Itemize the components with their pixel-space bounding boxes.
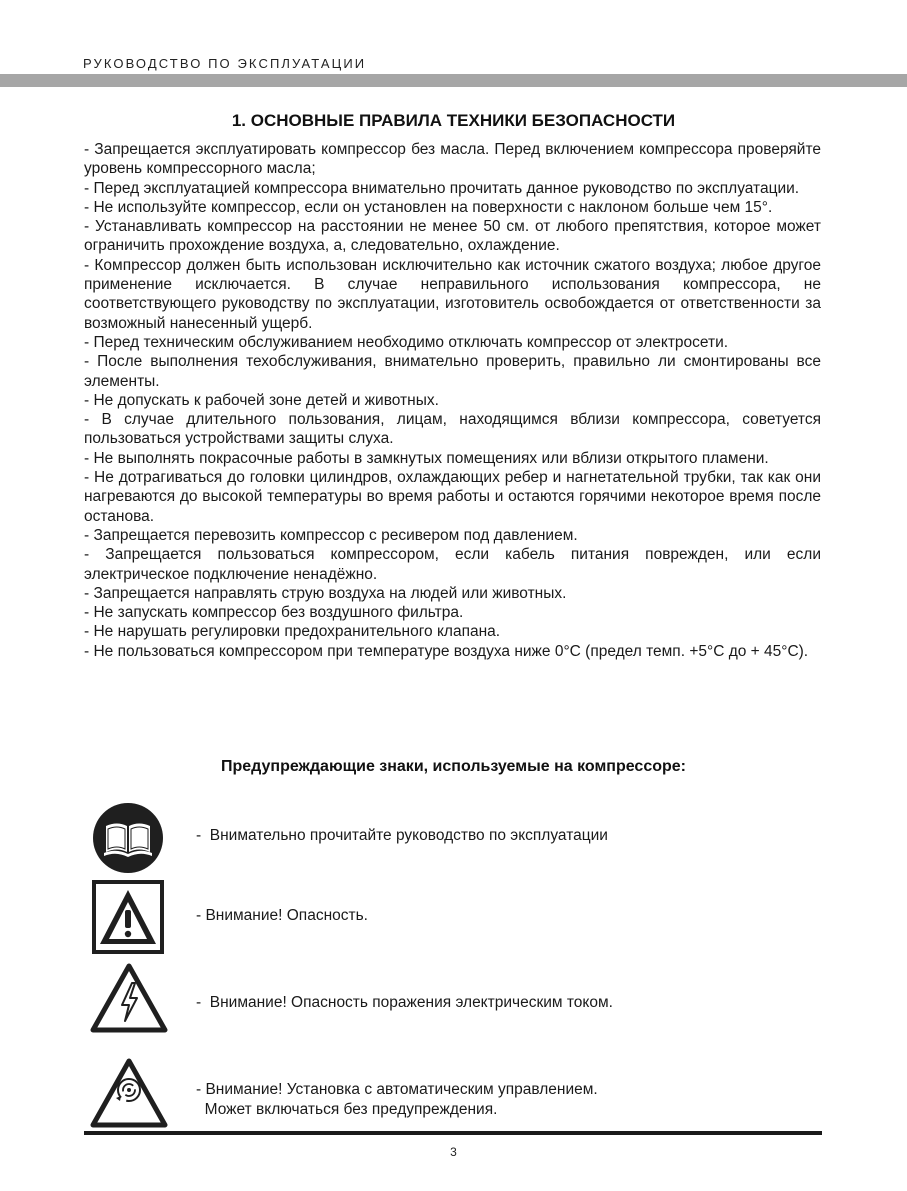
- automatic-start-icon: [90, 1058, 168, 1128]
- signs-title: Предупреждающие знаки, используемые на компрессоре:: [221, 758, 686, 775]
- sign-text-read-manual: - Внимательно прочитайте руководство по эксплуатации: [196, 827, 608, 844]
- exclamation-warning-icon: [92, 880, 164, 954]
- rule-item: - Запрещается эксплуатировать компрессор без масла. Перед включением компрессора проверяйте уровень компрессорного масла;: [84, 141, 821, 178]
- rule-item: - Не запускать компрессор без воздушного фильтра.: [84, 604, 464, 622]
- rule-item: - После выполнения техобслуживания, внимательно проверить, правильно ли смонтированы все элементы.: [84, 353, 821, 390]
- book-icon: [92, 802, 164, 874]
- rule-item: - Перед техническим обслуживанием необходимо отключать компрессор от электросети.: [84, 333, 729, 351]
- rule-item: - Запрещается пользоваться компрессором, если кабель питания поврежден, или если электрическое подключение ненадёжно.: [84, 546, 821, 583]
- rule-item: - Не пользоваться компрессором при температуре воздуха ниже 0°C (предел темп. +5°C до + 45°C).: [84, 642, 809, 660]
- running-header: РУКОВОДСТВО ПО ЭКСПЛУАТАЦИИ: [83, 56, 367, 71]
- rule-item: - Компрессор должен быть использован исключительно как источник сжатого воздуха; любое другое применение исключается. В случае неправильного использования компрессора, не соответствующего руководству по эксплуатации, изготовитель освобождается от ответственности за возможный нанесенный ущерб.: [84, 256, 821, 332]
- rule-item: - Не нарушать регулировки предохранительного клапана.: [84, 623, 501, 641]
- rule-item: - Запрещается перевозить компрессор с ресивером под давлением.: [84, 526, 578, 544]
- page-number: 3: [450, 1145, 457, 1159]
- footer-rule: [84, 1131, 822, 1135]
- rule-item: - В случае длительного пользования, лицам, находящимся вблизи компрессора, советуется пользоваться устройствами защиты слуха.: [84, 411, 821, 448]
- rule-item: - Не используйте компрессор, если он установлен на поверхности с наклоном больше чем 15°.: [84, 198, 773, 216]
- header-bar: [0, 74, 907, 87]
- rule-item: - Не допускать к рабочей зоне детей и животных.: [84, 391, 439, 409]
- sign-text-danger: - Внимание! Опасность.: [196, 907, 368, 924]
- rule-item: - Перед эксплуатацией компрессора внимательно прочитать данное руководство по эксплуатации.: [84, 179, 800, 197]
- rule-item: - Устанавливать компрессор на расстоянии не менее 50 см. от любого препятствия, которое может ограничить прохождение воздуха, а, следовательно, охлаждение.: [84, 218, 821, 255]
- sign-text-electric-shock: - Внимание! Опасность поражения электрическим током.: [196, 994, 613, 1011]
- rule-item: - Запрещается направлять струю воздуха на людей или животных.: [84, 584, 567, 602]
- rule-item: - Не выполнять покрасочные работы в замкнутых помещениях или вблизи открытого пламени.: [84, 449, 769, 467]
- rule-item: - Не дотрагиваться до головки цилиндров, охлаждающих ребер и нагнетательной трубки, так как они нагреваются до высокой температуры во время работы и остаются горячими некоторое время после останова.: [84, 469, 821, 525]
- sign-text-automatic-start: - Внимание! Установка с автоматическим управлением. Может включаться без предупреждения.: [196, 1081, 598, 1118]
- electric-shock-icon: [90, 963, 168, 1033]
- section-title: 1. ОСНОВНЫЕ ПРАВИЛА ТЕХНИКИ БЕЗОПАСНОСТИ: [231, 111, 676, 130]
- safety-rules-list: [84, 140, 821, 661]
